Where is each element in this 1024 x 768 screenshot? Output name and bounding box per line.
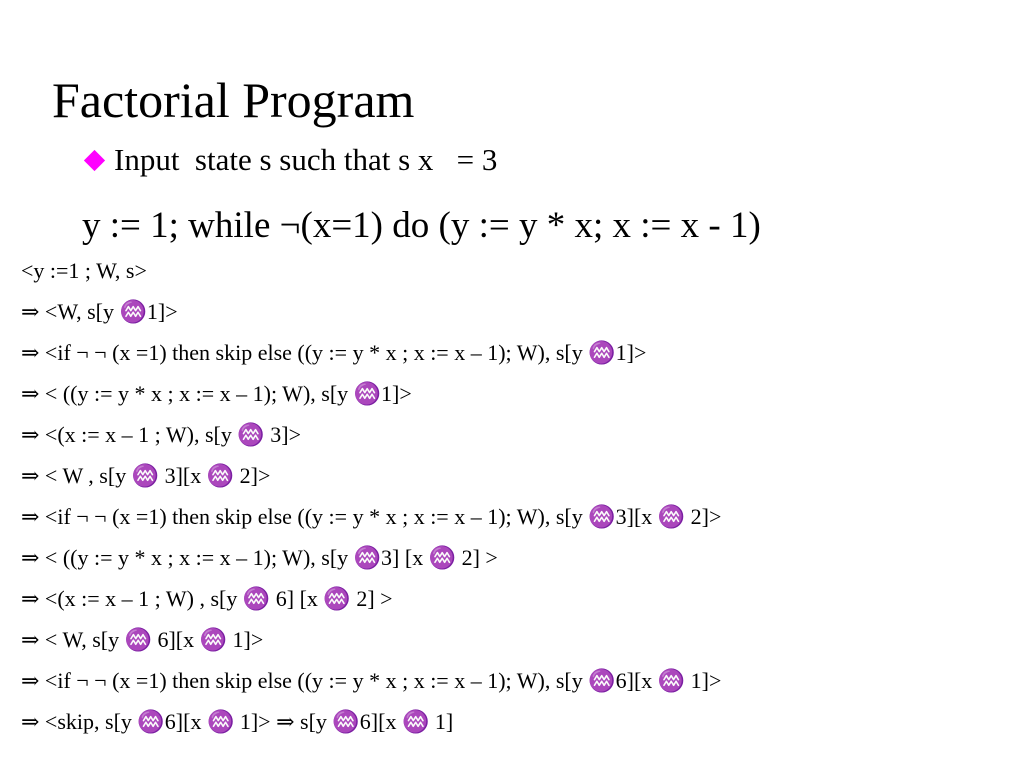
- execution-step: ⇒ < ((y := y * x ; x := x – 1); W), s[y ♒3] [x ♒ 2] >: [21, 545, 498, 570]
- execution-steps: [21, 250, 721, 742]
- execution-step: <y :=1 ; W, s>: [21, 258, 147, 283]
- execution-step: ⇒ <if ¬ ¬ (x =1) then skip else ((y := y * x ; x := x – 1); W), s[y ♒3][x ♒ 2]>: [21, 504, 722, 529]
- execution-step: ⇒ <if ¬ ¬ (x =1) then skip else ((y := y * x ; x := x – 1); W), s[y ♒1]>: [21, 340, 647, 365]
- execution-step: ⇒ < W, s[y ♒ 6][x ♒ 1]>: [21, 627, 264, 652]
- execution-step: ⇒ <W, s[y ♒1]>: [21, 299, 178, 324]
- execution-step: ⇒ <(x := x – 1 ; W), s[y ♒ 3]>: [21, 422, 302, 447]
- bullet-item: [84, 138, 497, 182]
- program-statement: y := 1; while ¬(x=1) do (y := y * x; x := x - 1): [82, 205, 761, 246]
- magenta-diamond-bullet-icon: [84, 149, 105, 170]
- execution-step: ⇒ <(x := x – 1 ; W) , s[y ♒ 6] [x ♒ 2] >: [21, 586, 393, 611]
- execution-step: ⇒ < W , s[y ♒ 3][x ♒ 2]>: [21, 463, 271, 488]
- slide-title: Factorial Program: [52, 72, 415, 128]
- bullet-text: Input state s such that s x = 3: [114, 142, 498, 177]
- execution-step: ⇒ < ((y := y * x ; x := x – 1); W), s[y ♒1]>: [21, 381, 412, 406]
- execution-step: ⇒ <if ¬ ¬ (x =1) then skip else ((y := y * x ; x := x – 1); W), s[y ♒6][x ♒ 1]>: [21, 668, 722, 693]
- execution-step: ⇒ <skip, s[y ♒6][x ♒ 1]> ⇒ s[y ♒6][x ♒ 1]: [21, 709, 454, 734]
